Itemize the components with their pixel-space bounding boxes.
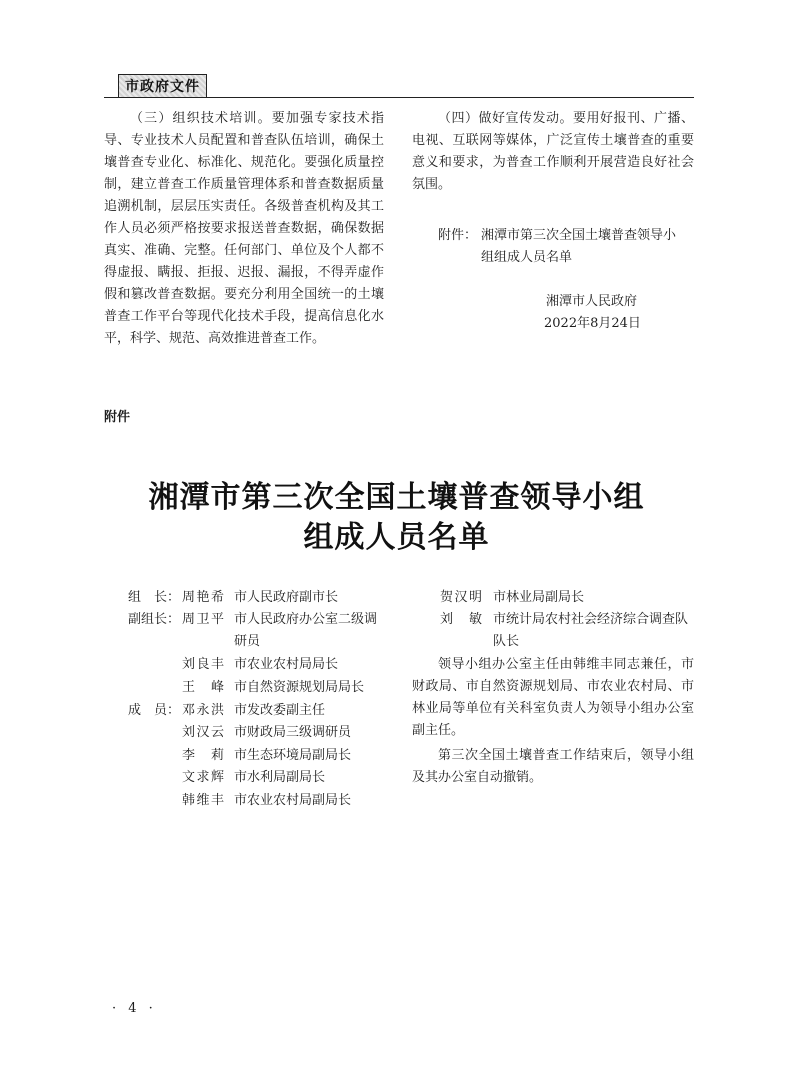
member-position: 市发改委副主任 <box>234 703 326 718</box>
member-position: 市水利局副局长 <box>234 770 326 785</box>
page-number: · 4 · <box>112 1001 157 1016</box>
attachment-line-1: 湘潭市第三次全国土壤普查领导小 <box>481 228 677 243</box>
member-name: 刘汉云 <box>182 725 224 740</box>
member-name: 刘敏 <box>440 612 482 627</box>
member-name: 王峰 <box>182 680 224 695</box>
member-name: 周艳希 <box>182 590 224 605</box>
member-position: 市财政局三级调研员 <box>234 725 352 740</box>
member-name: 文求辉 <box>182 770 224 785</box>
annex-title-line-2: 组成人员名单 <box>303 520 490 555</box>
member-position: 市林业局副局长 <box>493 590 585 605</box>
member-name: 韩维丰 <box>182 793 224 808</box>
left-paragraph: （三）组织技术培训。要加强专家技术指导、专业技术人员配置和普查队伍培训，确保土壤普查专业化、标准化、规范化。要强化质量控制，建立普查工作质量管理体系和普查数据质量追溯机制，层层压实责任。各级普查机构及其工作人员必须严格按要求报送普查数据，确保数据真实、准确、完整。任何部门、单位及个人都不得虚报、瞒报、拒报、迟报、漏报，不得弄虚作假和篡改普查数据。要充分利用全国统一的土壤普查工作平台等现代化技术手段，提高信息化水平，科学、规范、高效推进普查工作。 <box>104 111 384 346</box>
header-rule <box>104 97 694 98</box>
annex-title-line-1: 湘潭市第三次全国土壤普查领导小组 <box>148 480 645 515</box>
attachment-label: 附件： <box>438 228 478 243</box>
header-tag: 市政府文件 <box>118 74 207 98</box>
issue-date: 2022年8月24日 <box>544 316 641 331</box>
member-position: 市人民政府办公室二级调研员 <box>234 612 378 649</box>
member-position: 市自然资源规划局局长 <box>234 680 365 695</box>
member-name: 李莉 <box>182 748 224 763</box>
member-position: 市农业农村局副局长 <box>234 793 352 808</box>
member-name: 周卫平 <box>182 612 224 627</box>
attachment-line-2: 组组成人员名单 <box>481 250 573 265</box>
member-role: 副组长： <box>128 612 181 627</box>
annex-note-1: 领导小组办公室主任由韩维丰同志兼任，市财政局、市自然资源规划局、市农业农村局、市林业局等单位有关科室负责人为领导小组办公室副主任。 <box>412 657 694 738</box>
member-position: 市人民政府副市长 <box>234 590 339 605</box>
member-position: 市农业农村局局长 <box>234 657 339 672</box>
issuer: 湘潭市人民政府 <box>546 294 638 309</box>
member-position: 市生态环境局副局长 <box>234 748 352 763</box>
member-role: 组 长： <box>128 590 181 605</box>
member-name: 贺汉明 <box>440 590 482 605</box>
member-role: 成 员： <box>128 703 181 718</box>
annex-label: 附件 <box>104 410 131 425</box>
member-name: 邓永洪 <box>182 703 224 718</box>
member-name: 刘良丰 <box>182 657 224 672</box>
member-position: 市统计局农村社会经济综合调查队队长 <box>493 612 689 649</box>
annex-note-2: 第三次全国土壤普查工作结束后，领导小组及其办公室自动撤销。 <box>412 748 694 785</box>
right-paragraph: （四）做好宣传发动。要用好报刊、广播、电视、互联网等媒体，广泛宣传土壤普查的重要意义和要求，为普查工作顺利开展营造良好社会氛围。 <box>412 111 694 192</box>
